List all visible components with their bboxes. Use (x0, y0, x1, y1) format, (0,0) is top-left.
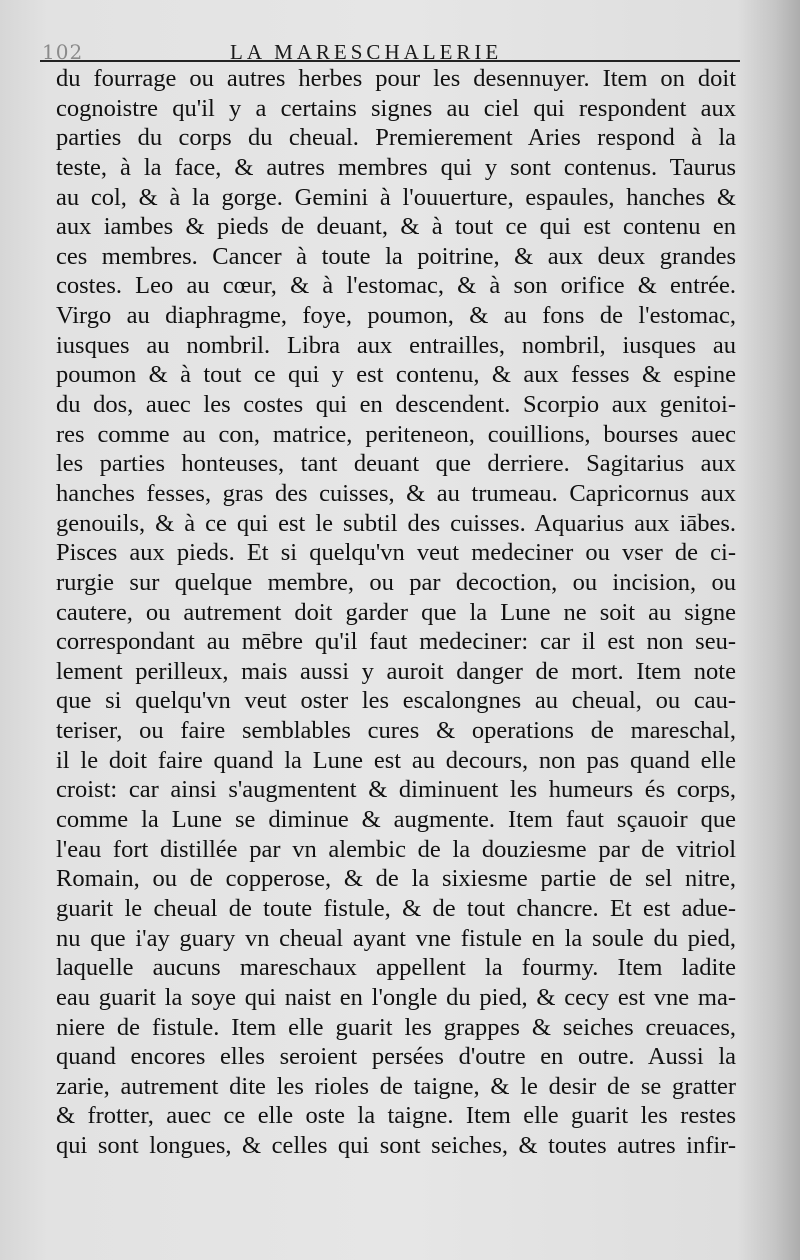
text-line: Pisces aux pieds. Et si quelqu'vn veut medeciner ou vser de ci- (56, 539, 736, 567)
text-line: iusques au nombril. Libra aux entrailles, nombril, iusques au (56, 331, 736, 359)
text-line: rurgie sur quelque membre, ou par decoction, ou incision, ou (56, 568, 736, 596)
text-line: cautere, ou autrement doit garder que la Lune ne soit au signe (56, 598, 736, 626)
text-line: poumon & à tout ce qui y est contenu, & aux fesses & espine (56, 361, 736, 389)
text-line: eau guarit la soye qui naist en l'ongle du pied, & cecy est vne ma- (56, 983, 736, 1011)
text-line: parties du corps du cheual. Premierement Aries respond à la (56, 124, 736, 152)
page-number: 102 (42, 40, 84, 64)
text-line: les parties honteuses, tant deuant que derriere. Sagitarius aux (56, 450, 736, 478)
text-line: hanches fesses, gras des cuisses, & au trumeau. Capricornus aux (56, 479, 736, 507)
body-text (56, 64, 736, 1161)
text-line: du fourrage ou autres herbes pour les desennuyer. Item on doit (56, 65, 736, 92)
text-line: costes. Leo au cœur, & à l'estomac, & à son orifice & entrée. (56, 272, 736, 300)
text-line: quand encores elles seroient persées d'outre en outre. Aussi la (56, 1043, 736, 1071)
text-line: du dos, auec les costes qui en descendent. Scorpio aux genitoi- (56, 391, 736, 419)
text-line: & frotter, auec ce elle oste la taigne. Item elle guarit les restes (56, 1102, 736, 1130)
text-line: correspondant au mēbre qu'il faut medeciner: car il est non seu- (56, 628, 736, 656)
header-rule (40, 60, 740, 62)
text-line: au col, & à la gorge. Gemini à l'ouuerture, espaules, hanches & (56, 183, 736, 211)
text-line: genouils, & à ce qui est le subtil des cuisses. Aquarius aux iābes. (56, 509, 736, 537)
text-line: comme la Lune se diminue & augmente. Item faut sçauoir que (56, 806, 736, 834)
text-line: res comme au con, matrice, periteneon, couillions, bourses auec (56, 420, 736, 448)
text-line: nu que i'ay guary vn cheual ayant vne fistule en la soule du pied, (56, 924, 736, 952)
text-line: teste, à la face, & autres membres qui y sont contenus. Taurus (56, 153, 736, 181)
text-line: aux iambes & pieds de deuant, & à tout ce qui est contenu en (56, 213, 736, 241)
text-line: teriser, ou faire semblables cures & operations de mareschal, (56, 717, 736, 745)
text-line: lement perilleux, mais aussi y auroit danger de mort. Item note (56, 657, 736, 685)
text-line: laquelle aucuns mareschaux appellent la fourmy. Item ladite (56, 954, 736, 982)
text-line: zarie, autrement dite les rioles de taigne, & le desir de se gratter (56, 1072, 736, 1100)
text-line: qui sont longues, & celles qui sont seiches, & toutes autres infir- (56, 1132, 736, 1160)
text-line: que si quelqu'vn veut oster les escalongnes au cheual, ou cau- (56, 687, 736, 715)
text-line: Romain, ou de copperose, & de la sixiesme partie de sel nitre, (56, 865, 736, 893)
text-line: Virgo au diaphragme, foye, poumon, & au fons de l'estomac, (56, 302, 736, 330)
text-line: guarit le cheual de toute fistule, & de tout chancre. Et est adue- (56, 894, 736, 922)
text-line: l'eau fort distillée par vn alembic de la douziesme par de vitriol (56, 835, 736, 863)
text-line: niere de fistule. Item elle guarit les grappes & seiches creuaces, (56, 1013, 736, 1041)
text-line: cognoistre qu'il y a certains signes au ciel qui respondent aux (56, 94, 736, 122)
running-head: LA MARESCHALERIE (230, 40, 503, 64)
text-line: il le doit faire quand la Lune est au decours, non pas quand elle (56, 746, 736, 774)
text-line: ces membres. Cancer à toute la poitrine, & aux deux grandes (56, 242, 736, 270)
page-edge-shadow (738, 0, 800, 1260)
text-line: croist: car ainsi s'augmentent & diminuent les humeurs és corps, (56, 776, 736, 804)
